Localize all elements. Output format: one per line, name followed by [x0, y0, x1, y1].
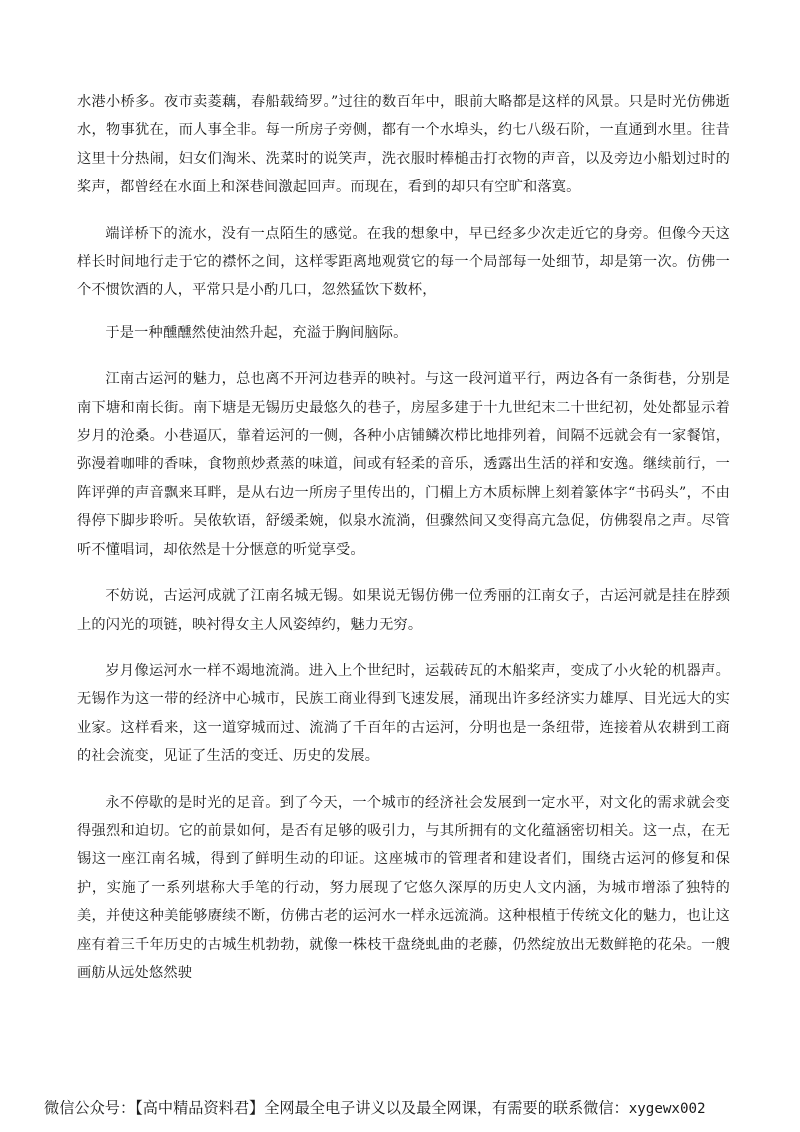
paragraph-7: 永不停歇的是时光的足音。到了今天，一个城市的经济社会发展到一定水平，对文化的需求就会变得强烈和迫切。它的前景如何，是否有足够的吸引力，与其所拥有的文化蕴涵密切相关。这一点，在无锡这一座江南名城，得到了鲜明生动的印证。这座城市的管理者和建设者们，围绕古运河的修复和保护，实施了一系列堪称大手笔的行动，努力展现了它悠久深厚的历史人文内涵，为城市增添了独特的美，并使这种美能够赓续不断，仿佛古老的运河水一样永远流淌。这种根植于传统文化的魅力，也让这座有着三千年历史的古城生机勃勃，就像一株枝干盘绕虬曲的老藤，仍然绽放出无数鲜艳的花朵。一艘画舫从远处悠然驶 [77, 794, 730, 981]
paragraph-5: 不妨说，古运河成就了江南名城无锡。如果说无锡仿佛一位秀丽的江南女子，古运河就是挂在脖颈上的闪光的项链，映衬得女主人风姿绰约，魅力无穷。 [77, 588, 730, 633]
paragraph-6: 岁月像运河水一样不竭地流淌。进入上个世纪时，运载砖瓦的木船桨声，变成了小火轮的机器声。无锡作为这一带的经济中心城市，民族工商业得到飞速发展，涌现出许多经济实力雄厚、目光远大的实业家。这样看来，这一道穿城而过、流淌了千百年的古运河，分明也是一条纽带，连接着从农耕到工商的社会流变，见证了生活的变迁、历史的发展。 [77, 662, 730, 765]
paragraph-4: 江南古运河的魅力，总也离不开河边巷弄的映衬。与这一段河道平行，两边各有一条街巷，分别是南下塘和南长街。南下塘是无锡历史最悠久的巷子，房屋多建于十九世纪末二十世纪初，处处都显示着岁月的沧桑。小巷逼仄，靠着运河的一侧，各种小店铺鳞次栉比地排列着，间隔不远就会有一家餐馆，弥漫着咖啡的香味，食物煎炒煮蒸的味道，间或有轻柔的音乐，透露出生活的祥和安逸。继续前行，一阵评弹的声音飘来耳畔，是从右边一所房子里传出的，门楣上方木质标牌上刻着篆体字“书码头”，不由得停下脚步聆听。吴侬软语，舒缓柔婉，似泉水流淌，但骤然间又变得高亢急促，仿佛裂帛之声。尽管听不懂唱词，却依然是十分惬意的听觉享受。 [77, 371, 730, 558]
paragraph-3: 于是一种醺醺然使油然升起，充溢于胸间脑际。 [105, 324, 408, 341]
footer-text: 微信公众号：【高中精品资料君】全网最全电子讲义以及最全网课，有需要的联系微信： [44, 1099, 629, 1117]
article-body [77, 88, 730, 987]
paragraph-1: 水港小桥多。夜市卖菱藕，春船载绮罗。”过往的数百年中，眼前大略都是这样的风景。只是时光仿佛逝水，物事犹在，而人事全非。每一所房子旁侧，都有一个水埠头，约七八级石阶，一直通到水里。往昔这里十分热闹，妇女们淘米、洗菜时的说笑声，洗衣服时棒槌击打衣物的声音，以及旁边小船划过时的桨声，都曾经在水面上和深巷间激起回声。而现在，看到的却只有空旷和落寞。 [77, 94, 730, 196]
page-footer [44, 1097, 784, 1118]
footer-wechat-id: xygewx002 [628, 1101, 706, 1117]
paragraph-2: 端详桥下的流水，没有一点陌生的感觉。在我的想象中，早已经多少次走近它的身旁。但像今天这样长时间地行走于它的襟怀之间，这样零距离地观赏它的每一个局部每一处细节，却是第一次。仿佛一个不惯饮酒的人，平常只是小酌几口，忽然猛饮下数杯， [77, 225, 730, 299]
